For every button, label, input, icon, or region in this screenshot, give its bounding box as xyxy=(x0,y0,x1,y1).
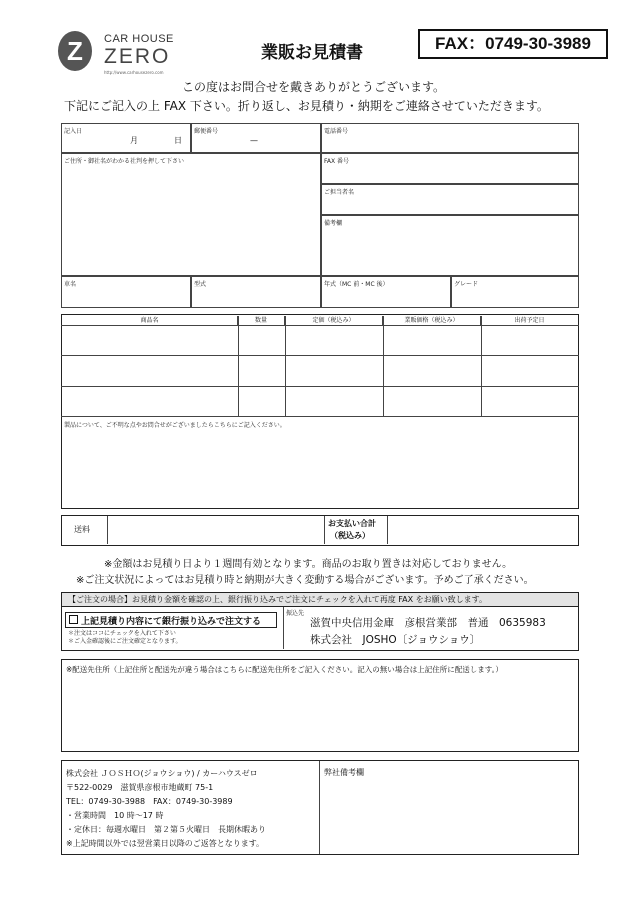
column-header-dealer-price: 業販価格（税込み） xyxy=(383,316,481,326)
inquiry-label: 製品について、ご不明な点やお問合せがございましたらこちらにご記入ください。 xyxy=(64,422,286,429)
postal-code-label: 郵便番号 xyxy=(194,128,219,135)
month-label: 月 xyxy=(130,136,138,145)
year-field[interactable] xyxy=(321,276,451,308)
company-name: 株式会社 ＪＯＳＨＯ(ジョウショウ) / カーハウスゼロ xyxy=(66,769,258,778)
shipping-total-row xyxy=(61,515,579,546)
intro-line-1: この度はお問合せを戴きありがとうございます。 xyxy=(182,80,446,94)
total-label: お支払い合計 xyxy=(328,519,376,528)
address-stamp-field[interactable] xyxy=(61,153,321,276)
shipping-label: 送料 xyxy=(74,525,90,534)
shipping-field[interactable] xyxy=(108,516,324,544)
address-label: ご住所・御社名がわかる社判を押して下さい xyxy=(64,158,185,165)
column-header-quantity: 数量 xyxy=(238,316,285,326)
intro-line-2: 下記にご記入の上 FAX 下さい。折り返し、お見積り・納期をご連絡させていただきます。 xyxy=(64,99,549,113)
bank-account: 滋賀中央信用金庫 彦根営業部 普通 0635983 xyxy=(310,617,546,629)
internal-memo-field[interactable] xyxy=(320,780,577,853)
logo-text-car-house: CAR HOUSE xyxy=(104,33,174,45)
lead-time-note: ※ご注文状況によってはお見積り時と納期が大きく変動する場合がございます。予めご了承ください。 xyxy=(76,575,534,586)
table-row[interactable] xyxy=(61,356,579,387)
contact-name-field[interactable] xyxy=(321,184,579,215)
year-label: 年式（MC 前・MC 後） xyxy=(324,281,389,288)
reply-note: ※上記時間以外では翌営業日以降のご返答となります。 xyxy=(66,839,265,848)
phone-field[interactable] xyxy=(321,123,579,153)
car-house-zero-logo xyxy=(57,30,93,72)
business-hours: ・営業時間 10 時〜17 時 xyxy=(66,811,164,820)
table-row[interactable] xyxy=(61,387,579,417)
grade-field[interactable] xyxy=(451,276,579,308)
total-field[interactable] xyxy=(388,516,577,544)
company-tel-fax: TEL：0749-30-3988 FAX：0749-30-3989 xyxy=(66,797,233,806)
order-checkbox-label: 上記見積り内容にて銀行振り込みで注文する xyxy=(81,617,262,627)
grade-label: グレード xyxy=(454,281,479,288)
column-header-list-price: 定価（税込み） xyxy=(285,316,383,326)
delivery-address-label: ※配送先住所（上記住所と配送先が違う場合はこちらに配送先住所をご記入ください。記入の無い場合は上記住所に配送します。） xyxy=(66,665,503,674)
fax-number-header: FAX：0749-30-3989 xyxy=(418,29,608,59)
total-tax-label: （税込み） xyxy=(330,531,370,540)
column-header-ship-date: 出荷予定日 xyxy=(514,317,545,324)
company-address: 〒522-0029 滋賀県彦根市地蔵町 75-1 xyxy=(66,783,214,792)
transfer-label: 振込先 xyxy=(286,610,305,617)
remarks-field[interactable] xyxy=(321,215,579,276)
fax-number-field[interactable] xyxy=(321,153,579,184)
validity-note: ※金額はお見積り日より１週間有効となります。商品のお取り置きは対応しておりません。 xyxy=(104,559,513,570)
postal-code-field[interactable] xyxy=(191,123,321,153)
order-note-1: ＊注文はココにチェックを入れて下さい xyxy=(68,630,176,637)
account-holder-name: 株式会社 JOSHO〔ジョウショウ〕 xyxy=(310,634,481,646)
logo-text-zero: ZERO xyxy=(104,45,171,68)
date-label: 記入日 xyxy=(64,128,83,135)
column-header-product: 商品名 xyxy=(62,316,238,326)
table-row[interactable] xyxy=(61,325,579,356)
postal-dash: — xyxy=(250,136,258,145)
customer-info-form xyxy=(61,123,579,308)
svg-text:Z: Z xyxy=(67,36,83,66)
internal-memo-label: 弊社備考欄 xyxy=(324,768,364,777)
delivery-address-field[interactable] xyxy=(61,659,579,752)
order-note-2: ＊ご入金確認後にご注文確定となります。 xyxy=(68,638,182,645)
car-name-label: 車名 xyxy=(64,281,77,288)
order-instruction-bar: 【ご注文の場合】お見積り金額を確認の上、銀行振り込みでご注文にチェックを入れて再度 FAX をお願い致します。 xyxy=(61,592,579,607)
document-title: 業販お見積書 xyxy=(261,43,363,63)
order-checkbox[interactable] xyxy=(69,615,78,624)
model-label: 型式 xyxy=(194,281,207,288)
day-label: 日 xyxy=(174,136,182,145)
fax-number-label: FAX 番号 xyxy=(324,158,350,165)
contact-name-label: ご担当者名 xyxy=(324,189,355,196)
logo-url: http://www.carhousezero.com xyxy=(104,70,164,75)
order-checkbox-group[interactable] xyxy=(65,612,277,628)
car-name-field[interactable] xyxy=(61,276,191,308)
model-field[interactable] xyxy=(191,276,321,308)
date-field[interactable] xyxy=(61,123,191,153)
phone-label: 電話番号 xyxy=(324,128,349,135)
remarks-label: 備考欄 xyxy=(324,220,343,227)
holidays: ・定休日：毎週水曜日 第２第５火曜日 長期休暇あり xyxy=(66,825,266,834)
inquiry-field[interactable] xyxy=(62,418,578,508)
